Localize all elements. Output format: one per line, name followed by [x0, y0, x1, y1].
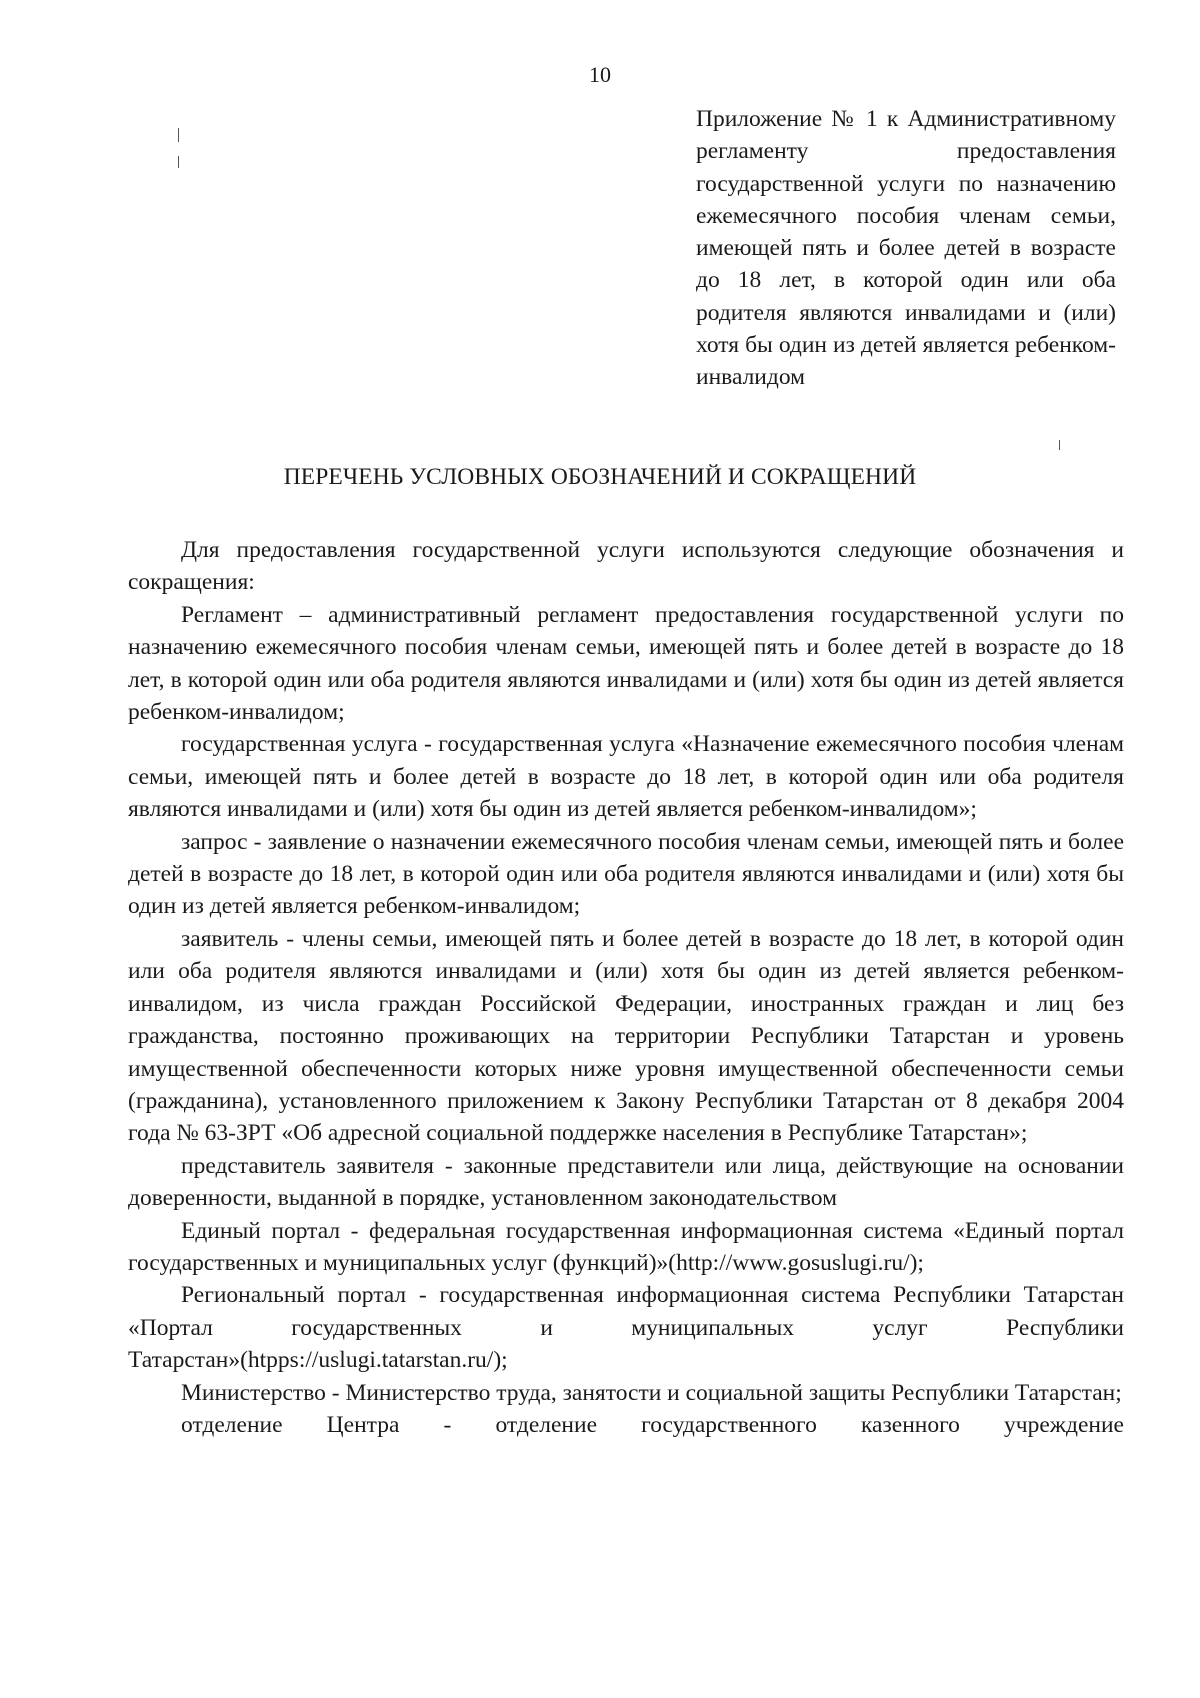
paragraph-ministry: Министерство - Министерство труда, занятости и социальной защиты Республики Татарстан;: [181, 1379, 1122, 1406]
paragraph-reglament: Регламент – административный регламент предоставления государственной услуги по назначению ежемесячного пособия членам семьи, имеющей пять и более детей в возрасте до 18 лет, в которой один или оба родителя являются инвалидами и (или) хотя бы один из детей является ребенком-инвалидом;: [128, 601, 1124, 726]
scan-artifact-mark: [178, 128, 179, 142]
page-number: 10: [589, 62, 611, 87]
paragraph-center-branch: отделение Центра - отделение государственного казенного учреждение: [181, 1411, 1124, 1438]
scan-artifact-mark: [1059, 440, 1060, 450]
scan-artifact-mark: [178, 156, 179, 168]
paragraph-representative: представитель заявителя - законные представители или лица, действующие на основании доверенности, выданной в порядке, установленном законодательством: [128, 1152, 1124, 1212]
appendix-note: Приложение № 1 к Административному регламенту предоставления государственной услуги по назначению ежемесячного пособия членам семьи, имеющей пять и более детей в возрасте до 18 лет, в которой один или оба родителя являются инвалидами и (или) хотя бы один из детей является ребенком-инвалидом: [696, 106, 1116, 391]
paragraph-request: запрос - заявление о назначении ежемесячного пособия членам семьи, имеющей пять и более детей в возрасте до 18 лет, в которой один или оба родителя являются инвалидами и (или) хотя бы один из детей является ребенком-инвалидом;: [128, 828, 1124, 920]
paragraph-intro: Для предоставления государственной услуги используются следующие обозначения и сокращения:: [128, 537, 1124, 596]
paragraph-regional-portal: Региональный портал - государственная информационная система Республики Татарстан «Портал государственных и муниципальных услуг Республики Татарстан»(htpps://uslugi.tatarstan.ru/);: [128, 1282, 1124, 1374]
paragraph-state-service: государственная услуга - государственная услуга «Назначение ежемесячного пособия членам семьи, имеющей пять и более детей в возрасте до 18 лет, в которой один или оба родителя являются инвалидами и (или) хотя бы один из детей является ребенком-инвалидом»;: [128, 731, 1124, 823]
paragraph-unified-portal: Единый портал - федеральная государственная информационная система «Единый портал государственных и муниципальных услуг (функций)»(http://www.gosuslugi.ru/);: [128, 1217, 1124, 1276]
document-heading: ПЕРЕЧЕНЬ УСЛОВНЫХ ОБОЗНАЧЕНИЙ И СОКРАЩЕНИЙ: [283, 464, 917, 490]
paragraph-applicant: заявитель - члены семьи, имеющей пять и более детей в возрасте до 18 лет, в которой один или оба родителя являются инвалидами и (или) хотя бы один из детей является ребенком-инвалидом, из числа граждан Российской Федерации, иностранных граждан и лиц без гражданства, постоянно проживающих на территории Республики Татарстан и уровень имущественной обеспеченности которых ниже уровня имущественной обеспеченности семьи (гражданина), установленного приложением к Закону Республики Татарстан от 8 декабря 2004 года № 63-ЗРТ «Об адресной социальной поддержке населения в Республике Татарстан»;: [128, 925, 1124, 1147]
document-body: [128, 534, 1124, 1441]
